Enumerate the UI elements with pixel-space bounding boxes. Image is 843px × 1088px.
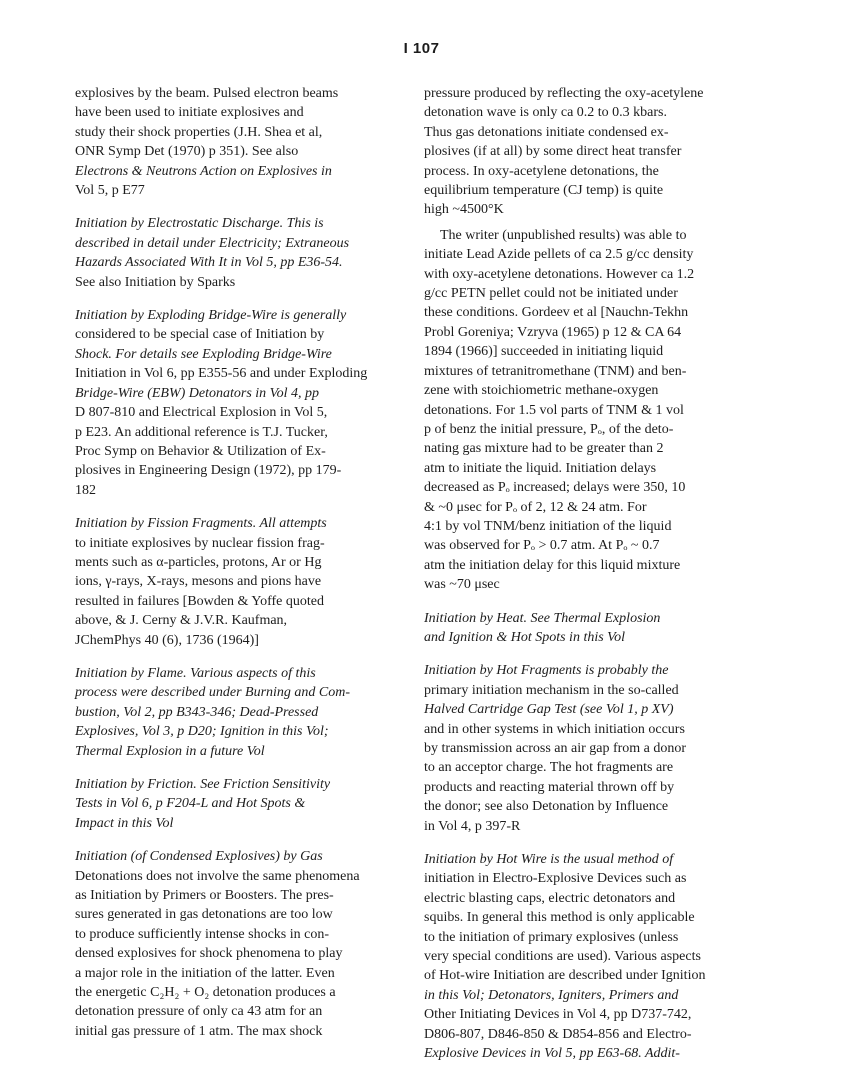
text-line: Other Initiating Devices in Vol 4, pp D737-742,: [424, 1007, 692, 1023]
paragraph-flame: [75, 664, 393, 761]
text-line: plosives in Engineering Design (1972), pp 179-: [75, 463, 342, 479]
text-line: Electrons & Neutrons Action on Explosives in: [75, 163, 332, 179]
text-line: Initiation by Exploding Bridge-Wire is generally: [75, 308, 347, 324]
text-line: above, & J. Cerny & J.V.R. Kaufman,: [75, 613, 288, 629]
text-line: JChemPhys 40 (6), 1736 (1964)]: [75, 632, 259, 648]
text-line: mixtures of tetranitromethane (TNM) and ben-: [424, 363, 687, 379]
text-line: to produce sufficiently intense shocks in con-: [75, 926, 330, 942]
text-line: Halved Cartridge Gap Test (see Vol 1, p XV): [424, 702, 674, 718]
text-line: resulted in failures [Bowden & Yoffe quoted: [75, 593, 324, 609]
text-line: Initiation by Friction. See Friction Sensitivity: [75, 777, 331, 792]
right-column: [424, 84, 750, 1078]
text-line: ments such as α-particles, protons, Ar or Hg: [75, 554, 322, 570]
text-line: explosives by the beam. Pulsed electron beams: [75, 86, 339, 101]
text-line: to the initiation of primary explosives (unless: [424, 929, 679, 945]
text-line: Initiation by Heat. See Thermal Explosion: [424, 610, 661, 626]
text-line: detonations. For 1.5 vol parts of TNM & 1 vol: [424, 402, 684, 418]
text-line: Initiation by Electrostatic Discharge. This is: [75, 216, 324, 232]
text-line: the donor; see also Detonation by Influence: [424, 799, 669, 815]
paragraph-hot-wire: [424, 850, 750, 1063]
paragraph-electron-beams: [75, 84, 393, 200]
text-line: products and reacting material thrown off by: [424, 779, 675, 795]
text-line: Probl Goreniya; Vzryva (1965) p 12 & CA 64: [424, 324, 682, 340]
text-line: by transmission across an air gap from a donor: [424, 741, 687, 756]
text-line: initiate Lead Azide pellets of ca 2.5 g/cc density: [424, 247, 694, 263]
text-line: high ~4500°K: [424, 202, 504, 218]
text-line: Thus gas detonations initiate condensed ex-: [424, 124, 669, 140]
text-line: The writer (unpublished results) was able to: [440, 227, 687, 243]
paragraph-fission-fragments: [75, 514, 393, 650]
text-line: in Vol 4, p 397-R: [424, 818, 521, 834]
text-line: sures generated in gas detonations are too low: [75, 907, 333, 923]
text-line: study their shock properties (J.H. Shea et al,: [75, 124, 323, 140]
paragraph-electrostatic-discharge: [75, 214, 393, 292]
text-line: and Ignition & Hot Spots in this Vol: [424, 629, 626, 645]
text-line: in this Vol; Detonators, Igniters, Primers and: [424, 987, 679, 1003]
paragraph-shock-pressure: [424, 84, 750, 220]
text-line: with oxy-acetylene detonations. However ca 1.2: [424, 266, 695, 282]
text-line: 1894 (1966)] succeeded in initiating liquid: [424, 344, 664, 360]
text-line: Thermal Explosion in a future Vol: [75, 743, 265, 759]
text-line: ONR Symp Det (1970) p 351). See also: [75, 144, 299, 160]
text-line: and in other systems in which initiation occurs: [424, 721, 685, 737]
text-line: described in detail under Electricity; Extraneous: [75, 235, 350, 251]
text-line: considered to be special case of Initiation by: [75, 327, 325, 343]
text-line: have been used to initiate explosives and: [75, 105, 304, 121]
text-line: densed explosives for shock phenomena to play: [75, 946, 343, 962]
text-line: Hazards Associated With It in Vol 5, pp E36-54.: [75, 255, 343, 271]
text-line: Explosives, Vol 3, p D20; Ignition in this Vol;: [75, 724, 329, 740]
text-line: g/cc PETN pellet could not be initiated under: [424, 286, 678, 302]
text-line: the energetic C₂H₂ + O₂ detonation produces a: [75, 985, 336, 1001]
text-line: p of benz the initial pressure, Pₒ, of the deto-: [424, 421, 674, 437]
paragraph-exploding-bridge-wire: [75, 306, 393, 500]
paragraph-writer-results: [424, 226, 750, 595]
text-line: nating gas mixture had to be greater than 2: [424, 441, 664, 457]
text-line: Vol 5, p E77: [75, 183, 145, 199]
text-line: Tests in Vol 6, p F204-L and Hot Spots &: [75, 796, 306, 812]
text-line: a major role in the initiation of the latter. Even: [75, 965, 335, 981]
text-line: atm the initiation delay for this liquid mixture: [424, 557, 681, 573]
text-line: atm to initiate the liquid. Initiation delays: [424, 460, 657, 476]
text-line: initial gas pressure of 1 atm. The max shock: [75, 1023, 323, 1039]
text-line: initiation in Electro-Explosive Devices such as: [424, 871, 687, 887]
text-line: ions, γ-rays, X-rays, mesons and pions have: [75, 574, 322, 590]
text-line: to initiate explosives by nuclear fission frag-: [75, 535, 325, 551]
text-line: 4:1 by vol TNM/benz initiation of the liquid: [424, 518, 672, 534]
page-number: I 107: [403, 40, 440, 57]
text-line: detonation pressure of only ca 43 atm for an: [75, 1004, 323, 1020]
text-line: Explosive Devices in Vol 5, pp E63-68. Addit-: [424, 1046, 680, 1062]
text-line: & ~0 μsec for Pₒ of 2, 12 & 24 atm. For: [424, 499, 647, 515]
text-line: detonation wave is only ca 0.2 to 0.3 kbars.: [424, 105, 668, 121]
paragraph-friction: [75, 775, 393, 833]
text-line: very special conditions are used). Various aspects: [424, 949, 701, 965]
text-line: Impact in this Vol: [75, 815, 174, 831]
text-line: process were described under Burning and Com-: [75, 685, 351, 701]
text-line: Initiation by Hot Fragments is probably the: [424, 663, 669, 679]
text-line: plosives (if at all) by some direct heat transfer: [424, 144, 682, 160]
text-line: as Initiation by Primers or Boosters. The pres-: [75, 888, 334, 904]
text-line: bustion, Vol 2, pp B343-346; Dead-Pressed: [75, 704, 319, 720]
text-line: electric blasting caps, electric detonators and: [424, 890, 676, 906]
text-line: D806-807, D846-850 & D854-856 and Electro-: [424, 1026, 692, 1042]
text-line: zene with stoichiometric methane-oxygen: [424, 383, 659, 399]
text-line: pressure produced by reflecting the oxy-acetylene: [424, 86, 704, 101]
text-line: these conditions. Gordeev et al [Nauchn-Tekhn: [424, 305, 689, 321]
text-line: 182: [75, 482, 96, 498]
text-line: D 807-810 and Electrical Explosion in Vol 5,: [75, 405, 328, 421]
left-column: [75, 84, 393, 1055]
paragraph-heat: [424, 609, 750, 648]
text-line: See also Initiation by Sparks: [75, 274, 236, 290]
text-line: Initiation in Vol 6, pp E355-56 and under Exploding: [75, 366, 368, 382]
text-line: Bridge-Wire (EBW) Detonators in Vol 4, pp: [75, 385, 320, 401]
text-line: Initiation by Fission Fragments. All attempts: [75, 516, 327, 532]
paragraph-hot-fragments: [424, 661, 750, 836]
text-line: was observed for Pₒ > 0.7 atm. At Pₒ ~ 0.7: [424, 538, 660, 554]
text-line: Initiation by Hot Wire is the usual method of: [424, 852, 674, 868]
text-line: decreased as Pₒ increased; delays were 350, 10: [424, 480, 686, 496]
text-line: Initiation (of Condensed Explosives) by Gas: [75, 849, 323, 865]
text-line: Detonations does not involve the same phenomena: [75, 868, 360, 884]
text-line: of Hot-wire Initiation are described under Ignition: [424, 968, 706, 984]
text-line: equilibrium temperature (CJ temp) is quite: [424, 183, 664, 199]
text-line: Proc Symp on Behavior & Utilization of Ex-: [75, 443, 326, 459]
text-line: was ~70 μsec: [424, 577, 500, 593]
text-line: Initiation by Flame. Various aspects of this: [75, 665, 316, 681]
text-line: p E23. An additional reference is T.J. Tucker,: [75, 424, 328, 440]
text-line: Shock. For details see Exploding Bridge-Wire: [75, 346, 332, 362]
text-line: to an acceptor charge. The hot fragments are: [424, 760, 674, 776]
text-line: primary initiation mechanism in the so-called: [424, 682, 679, 698]
text-line: squibs. In general this method is only applicable: [424, 910, 695, 926]
paragraph-gas-detonations: [75, 847, 393, 1041]
text-line: process. In oxy-acetylene detonations, the: [424, 163, 659, 179]
